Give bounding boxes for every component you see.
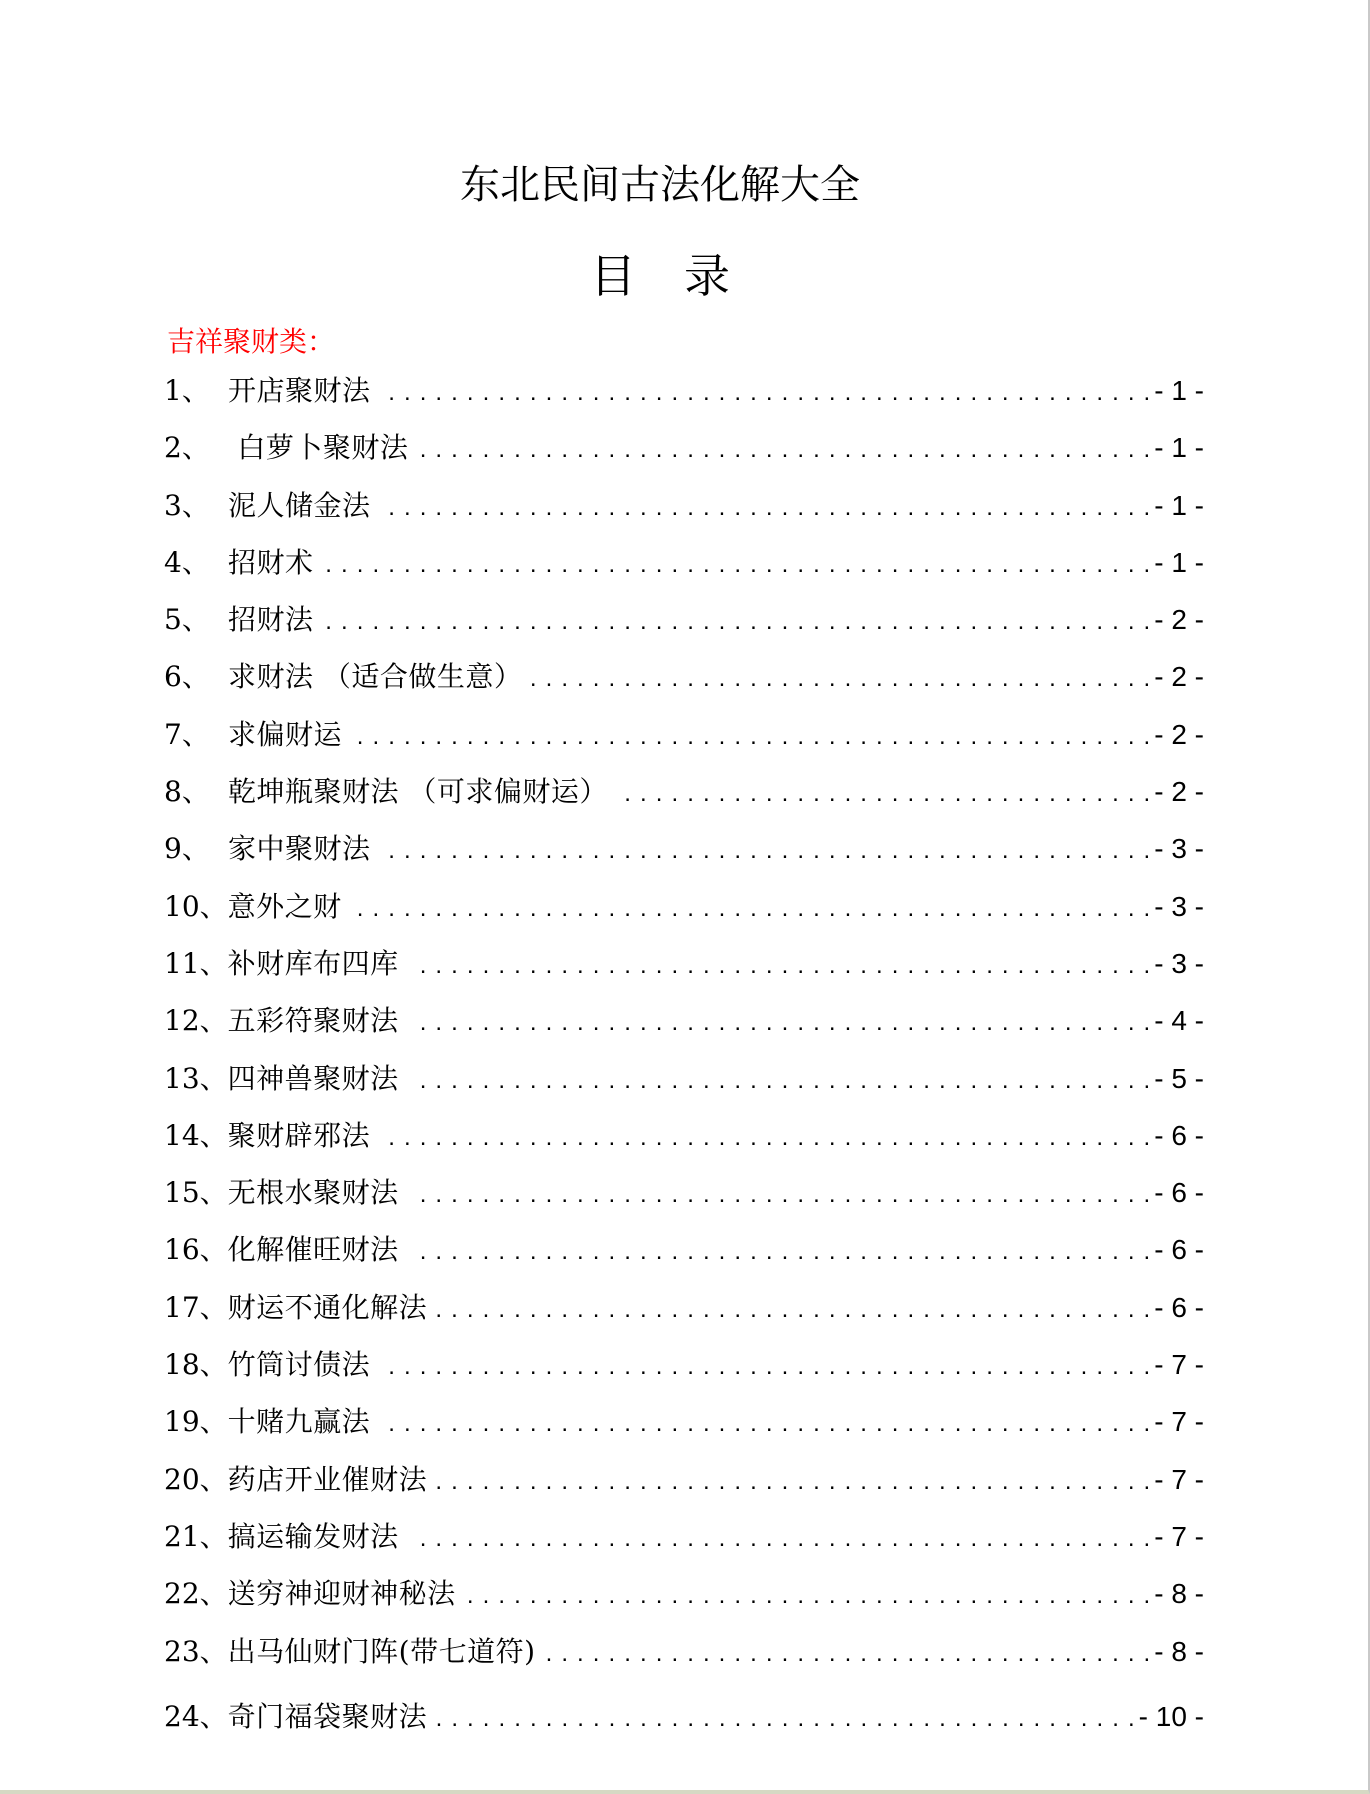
toc-entry-8[interactable] <box>164 772 1204 829</box>
toc-dot-leader <box>437 1290 1150 1330</box>
toc-entry-page[interactable]: - 1 - <box>1154 432 1204 464</box>
toc-dot-leader <box>466 1576 1151 1616</box>
toc-entry-number: 10、 <box>164 889 228 923</box>
toc-entry-title[interactable]: 五彩符聚财法 <box>227 1004 399 1038</box>
toc-entry-number: 9、 <box>164 832 210 866</box>
toc-entry-page[interactable]: - 6 - <box>1154 1234 1204 1266</box>
toc-entry-number: 18、 <box>164 1348 228 1382</box>
toc-list <box>164 371 1204 1754</box>
toc-entry-2[interactable] <box>164 428 1204 485</box>
toc-entry-12[interactable] <box>164 1001 1204 1058</box>
toc-dot-leader <box>380 1118 1150 1158</box>
toc-entry-number: 23、 <box>164 1634 228 1668</box>
toc-entry-title[interactable]: 搞运输发财法 <box>227 1519 399 1553</box>
toc-entry-page[interactable]: - 8 - <box>1154 1635 1204 1667</box>
toc-entry-22[interactable] <box>164 1574 1204 1631</box>
toc-entry-number: 12、 <box>164 1004 228 1038</box>
section-label-jixiang-jucai: 吉祥聚财类： <box>167 325 336 358</box>
toc-entry-title[interactable]: 求财法 （适合做生意） <box>228 660 523 694</box>
toc-entry-number: 11、 <box>164 946 228 980</box>
toc-entry-7[interactable] <box>164 715 1204 772</box>
toc-entry-title[interactable]: 四神兽聚财法 <box>227 1061 399 1095</box>
toc-entry-number: 2、 <box>164 431 210 465</box>
toc-dot-leader <box>437 1699 1134 1739</box>
toc-dot-leader <box>324 545 1151 585</box>
toc-entry-page[interactable]: - 10 - <box>1138 1700 1204 1732</box>
toc-entry-page[interactable]: - 2 - <box>1154 604 1204 636</box>
toc-entry-page[interactable]: - 3 - <box>1154 890 1204 922</box>
toc-entry-number: 16、 <box>164 1233 228 1267</box>
toc-dot-leader <box>352 717 1150 757</box>
toc-dot-leader <box>409 1003 1151 1043</box>
toc-entry-title[interactable]: 意外之财 <box>227 889 342 923</box>
toc-entry-title[interactable]: 竹筒讨债法 <box>227 1348 371 1382</box>
toc-entry-title[interactable]: 招财法 <box>228 603 314 637</box>
toc-entry-title[interactable]: 十赌九赢法 <box>227 1405 371 1439</box>
toc-entry-6[interactable] <box>164 657 1204 714</box>
toc-entry-number: 13、 <box>164 1061 228 1095</box>
toc-entry-4[interactable] <box>164 543 1204 600</box>
toc-dot-leader <box>381 488 1151 528</box>
toc-entry-title[interactable]: 化解催旺财法 <box>227 1233 399 1267</box>
toc-entry-23[interactable] <box>164 1632 1204 1689</box>
toc-entry-number: 19、 <box>164 1405 228 1439</box>
toc-entry-number: 3、 <box>164 488 210 522</box>
toc-entry-page[interactable]: - 6 - <box>1154 1177 1204 1209</box>
toc-entry-18[interactable] <box>164 1345 1204 1402</box>
toc-entry-page[interactable]: - 6 - <box>1154 1291 1204 1323</box>
toc-dot-leader <box>409 1175 1151 1215</box>
toc-entry-number: 8、 <box>164 775 210 809</box>
toc-entry-page[interactable]: - 2 - <box>1154 661 1204 693</box>
toc-entry-page[interactable]: - 8 - <box>1154 1578 1204 1610</box>
toc-dot-leader <box>437 1462 1150 1502</box>
toc-dot-leader <box>380 1347 1150 1387</box>
toc-entry-title[interactable]: 送穷神迎财神秘法 <box>227 1577 456 1611</box>
toc-entry-page[interactable]: - 6 - <box>1154 1119 1204 1151</box>
toc-entry-3[interactable] <box>164 486 1204 543</box>
toc-entry-title[interactable]: 财运不通化解法 <box>227 1290 428 1324</box>
toc-entry-number: 24、 <box>164 1699 228 1733</box>
toc-entry-number: 6、 <box>164 660 210 694</box>
toc-dot-leader <box>380 1404 1150 1444</box>
toc-entry-page[interactable]: - 2 - <box>1154 718 1204 750</box>
toc-dot-leader <box>409 1519 1151 1559</box>
toc-entry-20[interactable] <box>164 1460 1204 1517</box>
toc-dot-leader <box>409 1232 1151 1272</box>
toc-entry-title[interactable]: 家中聚财法 <box>228 832 371 866</box>
toc-entry-19[interactable] <box>164 1402 1204 1459</box>
toc-entry-title[interactable]: 乾坤瓶聚财法 （可求偏财运） <box>228 775 608 809</box>
toc-entry-number: 20、 <box>164 1462 228 1496</box>
toc-entry-page[interactable]: - 7 - <box>1154 1406 1204 1438</box>
toc-dot-leader <box>546 1634 1151 1674</box>
toc-entry-number: 17、 <box>164 1290 228 1324</box>
toc-dot-leader <box>352 889 1151 929</box>
toc-dot-leader <box>409 1061 1151 1101</box>
toc-entry-number: 4、 <box>164 545 210 579</box>
toc-entry-21[interactable] <box>164 1517 1204 1574</box>
toc-entry-11[interactable] <box>164 944 1204 1001</box>
toc-entry-16[interactable] <box>164 1230 1204 1287</box>
toc-dot-leader <box>418 430 1150 470</box>
toc-entry-title[interactable]: 开店聚财法 <box>228 374 371 407</box>
toc-entry-15[interactable] <box>164 1173 1204 1230</box>
toc-entry-number: 1、 <box>164 374 210 407</box>
toc-entry-page[interactable]: - 7 - <box>1154 1520 1204 1552</box>
toc-dot-leader <box>409 946 1151 986</box>
toc-entry-page[interactable]: - 7 - <box>1154 1349 1204 1381</box>
toc-entry-page[interactable]: - 2 - <box>1154 776 1204 808</box>
toc-entry-24[interactable] <box>164 1697 1204 1754</box>
toc-entry-page[interactable]: - 5 - <box>1154 1062 1204 1094</box>
toc-entry-page[interactable]: - 7 - <box>1154 1463 1204 1495</box>
toc-entry-1[interactable] <box>164 371 1204 428</box>
toc-entry-number: 14、 <box>164 1118 228 1152</box>
toc-heading-char-2: 录 <box>684 249 730 303</box>
toc-entry-number: 22、 <box>164 1577 228 1611</box>
toc-entry-page[interactable]: - 1 - <box>1154 546 1204 578</box>
toc-entry-title[interactable]: 药店开业催财法 <box>227 1462 428 1496</box>
toc-entry-5[interactable] <box>164 600 1204 657</box>
toc-entry-17[interactable] <box>164 1288 1204 1345</box>
toc-entry-title[interactable]: 求偏财运 <box>228 717 343 751</box>
toc-entry-9[interactable] <box>164 829 1204 886</box>
toc-entry-number: 5、 <box>164 603 210 637</box>
toc-dot-leader <box>324 602 1151 642</box>
toc-heading <box>0 246 1320 306</box>
toc-heading-char-1: 目 <box>590 249 636 303</box>
toc-entry-title[interactable]: 聚财辟邪法 <box>227 1118 371 1152</box>
toc-entry-title[interactable]: 无根水聚财法 <box>227 1176 399 1210</box>
document-title: 东北民间古法化解大全 <box>460 162 860 208</box>
toc-entry-13[interactable] <box>164 1059 1204 1116</box>
toc-entry-title[interactable]: 招财术 <box>228 545 314 579</box>
toc-entry-page[interactable]: - 1 - <box>1154 375 1204 406</box>
toc-entry-10[interactable] <box>164 887 1204 944</box>
toc-entry-14[interactable] <box>164 1116 1204 1173</box>
toc-entry-page[interactable]: - 3 - <box>1154 947 1204 979</box>
toc-dot-leader <box>618 774 1150 814</box>
toc-entry-title[interactable]: 奇门福袋聚财法 <box>227 1699 428 1733</box>
toc-entry-title[interactable]: 白萝卜聚财法 <box>228 431 409 465</box>
toc-entry-page[interactable]: - 3 - <box>1154 833 1204 865</box>
toc-entry-number: 7、 <box>164 717 210 751</box>
toc-dot-leader <box>381 373 1151 413</box>
toc-entry-page[interactable]: - 1 - <box>1154 489 1204 521</box>
toc-entry-title[interactable]: 泥人储金法 <box>228 488 371 522</box>
toc-entry-number: 21、 <box>164 1519 228 1553</box>
toc-dot-leader <box>381 831 1151 871</box>
toc-entry-number: 15、 <box>164 1176 228 1210</box>
toc-entry-page[interactable]: - 4 - <box>1154 1005 1204 1037</box>
toc-entry-title[interactable]: 出马仙财门阵(带七道符) <box>227 1634 536 1668</box>
toc-entry-title[interactable]: 补财库布四库 <box>227 946 399 980</box>
toc-dot-leader <box>532 659 1150 699</box>
